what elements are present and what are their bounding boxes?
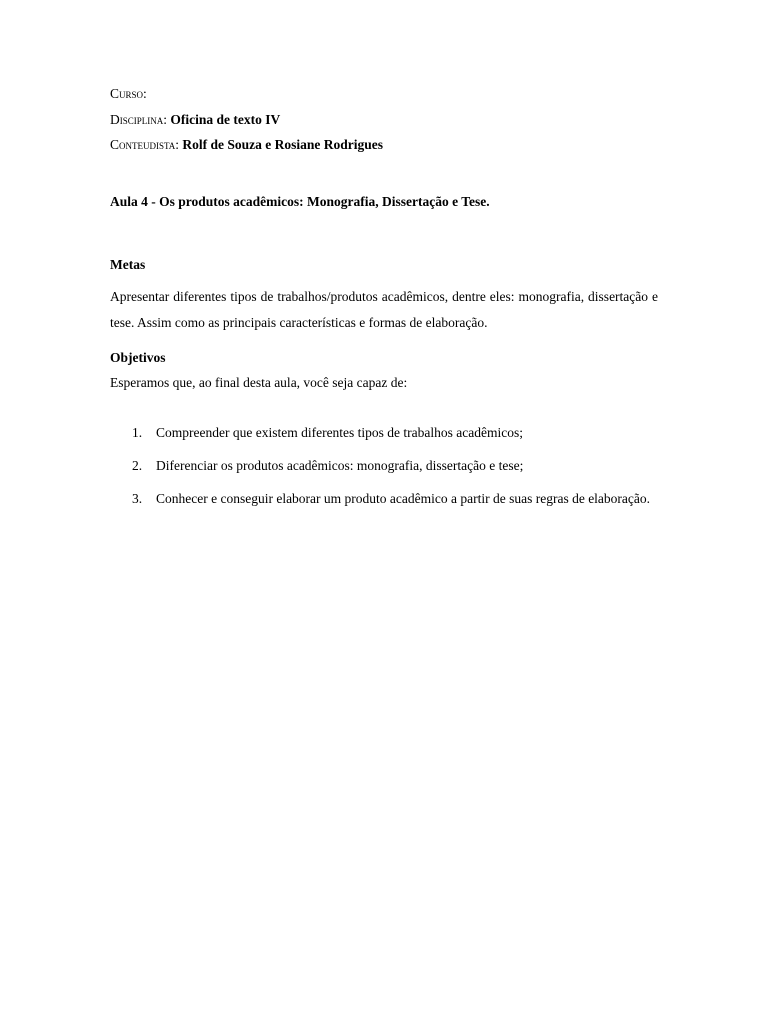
metas-heading: Metas	[110, 257, 146, 272]
objetivos-heading: Objetivos	[110, 350, 166, 365]
objetivos-list	[110, 420, 658, 512]
metas-text: Apresentar diferentes tipos de trabalhos/produtos acadêmicos, dentre eles: monografia, dissertação e tese. Assim como as principais características e formas de elaboração.	[110, 289, 658, 330]
list-item	[110, 486, 658, 512]
objetivos-intro: Esperamos que, ao final desta aula, você seja capaz de:	[110, 375, 408, 390]
conteudista-value: Rolf de Souza e Rosiane Rodrigues	[182, 137, 384, 152]
list-item-text: Diferenciar os produtos acadêmicos: monografia, dissertação e tese;	[156, 458, 524, 473]
list-item-text: Compreender que existem diferentes tipos de trabalhos acadêmicos;	[156, 425, 523, 440]
curso-label: Curso:	[110, 86, 147, 101]
conteudista-line	[110, 137, 383, 153]
lesson-title: Aula 4 - Os produtos acadêmicos: Monografia, Dissertação e Tese.	[110, 194, 490, 209]
disciplina-line	[110, 112, 280, 128]
conteudista-label: Conteudista:	[110, 137, 180, 152]
list-item	[110, 420, 658, 446]
disciplina-value: Oficina de texto IV	[170, 112, 281, 127]
list-item	[110, 453, 658, 479]
list-item-text: Conhecer e conseguir elaborar um produto acadêmico a partir de suas regras de elaboração.	[156, 491, 651, 506]
list-item-number: 1.	[132, 425, 143, 440]
curso-line	[110, 86, 147, 102]
list-item-number: 3.	[132, 491, 143, 506]
disciplina-label: Disciplina:	[110, 112, 168, 127]
list-item-number: 2.	[132, 458, 143, 473]
